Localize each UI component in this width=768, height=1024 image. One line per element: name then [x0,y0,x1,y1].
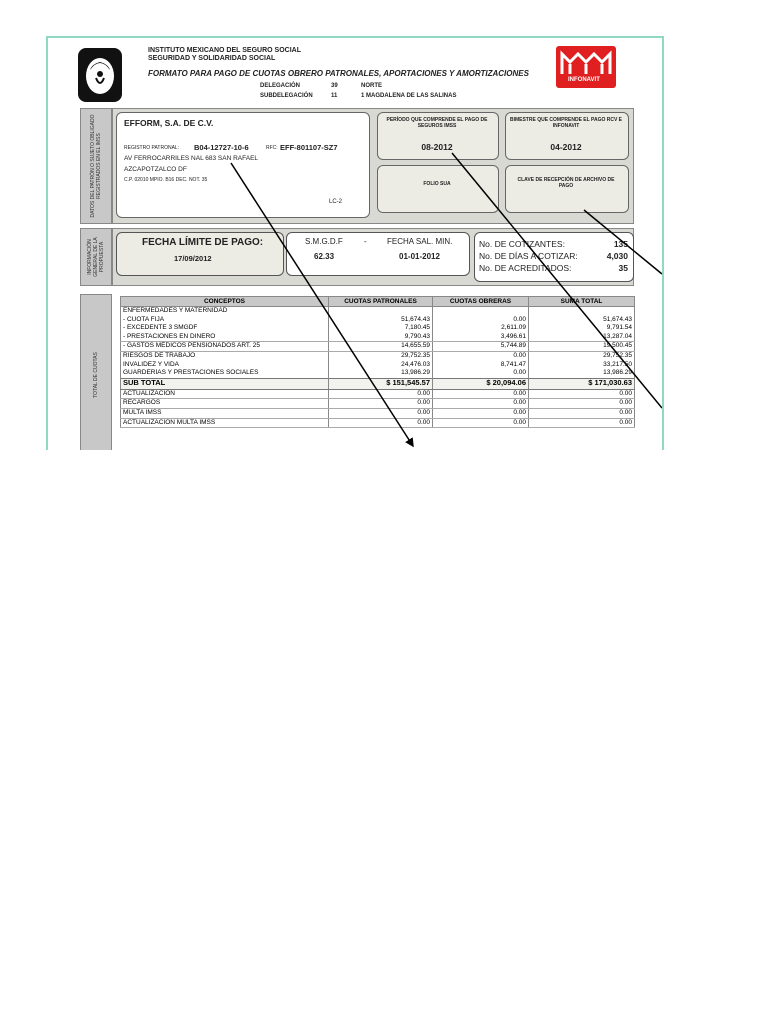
amount-cell: 51,674.43 [529,316,635,325]
amount-cell: 0.00 [433,408,529,418]
periodo-label: PERÍODO QUE COMPRENDE EL PAGO DE SEGUROS IMSS [386,117,488,129]
header-line2: SEGURIDAD Y SOLIDARIDAD SOCIAL [148,55,276,62]
acreditados-label: No. DE ACREDITADOS: [479,263,572,273]
amount-cell: 19,500.45 [529,342,635,352]
rfc-value: EFF-801107-SZ7 [280,143,338,152]
amount-cell: 0.00 [433,369,529,378]
amount-cell: 0.00 [329,418,433,428]
amount-cell: 0.00 [433,399,529,409]
form-title: FORMATO PARA PAGO DE CUOTAS OBRERO PATRONALES, APORTACIONES Y AMORTIZACIONES [148,69,529,78]
amount-cell: 9,790.43 [329,333,433,342]
amount-cell: 0.00 [529,399,635,409]
smgdf-label: S.M.G.D.F [305,237,343,246]
amount-cell: 0.00 [433,316,529,325]
column-header: CONCEPTOS [121,297,329,307]
amount-cell: 33,217.50 [529,361,635,370]
concept-cell: GUARDERÍAS Y PRESTACIONES SOCIALES [121,369,329,378]
concept-cell: - EXCEDENTE 3 SMGDF [121,324,329,333]
table-side-label: TOTAL DE CUOTAS [93,352,99,398]
infonavit-label: INFONAVIT [568,77,600,83]
rfc-label: RFC: [266,145,278,151]
delegacion-num: 39 [331,83,338,89]
column-header: CUOTAS PATRONALES [329,297,433,307]
smgdf-dash: - [364,237,367,246]
registro-label: REGISTRO PATRONAL: [124,145,180,151]
address-line2: AZCAPOTZALCO DF [124,166,187,173]
patron-code: LC-2 [329,199,343,205]
amount-cell: 29,752.35 [529,351,635,360]
acreditados-value: 35 [618,263,628,273]
arrow-registro-to-table [231,163,413,446]
subdelegacion-name: 1 MAGDALENA DE LAS SALINAS [361,93,457,99]
amount-cell: 0.00 [329,408,433,418]
amount-cell: 29,752.35 [329,351,433,360]
registro-value: B04-12727-10-6 [194,143,249,152]
amount-cell: 13,986.29 [529,369,635,378]
amount-cell: 0.00 [433,351,529,360]
dias-label: No. DE DÍAS A COTIZAR: [479,251,578,261]
delegacion-label: DELEGACIÓN [260,83,301,89]
amount-cell: 0.00 [529,408,635,418]
concept-cell: - CUOTA FIJA [121,316,329,325]
payment-form-image [46,36,664,450]
amount-cell: 51,674.43 [329,316,433,325]
concept-cell: RECARGOS [121,399,329,409]
smgdf-value: 62.33 [314,252,335,261]
arrow-periodo [452,153,662,408]
fecha-limite-value: 17/09/2012 [174,254,212,263]
subdelegacion-label: SUBDELEGACIÓN [260,93,313,99]
periodo-value: 08-2012 [421,142,453,152]
column-header: CUOTAS OBRERAS [433,297,529,307]
delegacion-name: NORTE [361,83,382,89]
amount-cell: 9,791.54 [529,324,635,333]
amount-cell: 0.00 [433,389,529,399]
amount-cell: 0.00 [529,418,635,428]
subdelegacion-num: 11 [331,93,338,99]
amount-cell: $ 151,545.57 [329,378,433,389]
fecha-sal-label: FECHA SAL. MIN. [387,237,453,246]
company-name: EFFORM, S.A. DE C.V. [124,118,214,128]
dias-value: 4,030 [606,251,628,261]
column-header: SUMA TOTAL [529,297,635,307]
concept-cell: INVALIDEZ Y VIDA [121,361,329,370]
concept-cell: - GASTOS MÉDICOS PENSIONADOS ART. 25 [121,342,329,352]
address-line3: C.P. 02010 MPIO. B16 DEC. NOT. 35 [124,177,208,183]
concept-cell: SUB TOTAL [121,378,329,389]
arrow-clave [584,210,662,274]
concept-cell: ACTUALIZACIÓN [121,389,329,399]
concept-cell: MULTA IMSS [121,408,329,418]
amount-cell: $ 20,094.06 [433,378,529,389]
amount-cell: 8,741.47 [433,361,529,370]
concept-cell: ACTUALIZACIÓN MULTA IMSS [121,418,329,428]
concept-cell: ENFERMEDADES Y MATERNIDAD [121,307,329,316]
amount-cell: 0.00 [529,389,635,399]
header-line1: INSTITUTO MEXICANO DEL SEGURO SOCIAL [148,47,301,54]
amount-cell: 7,180.45 [329,324,433,333]
patron-side-label: DATOS DEL PATRÓN O SUJETO OBLIGADO REGISTRADOS EN EL IMSS [90,114,102,218]
fecha-sal-value: 01-01-2012 [399,252,440,261]
info-side-label: INFORMACIÓN GENERAL DE LA PROPUESTA [87,237,105,277]
annotation-arrows [48,38,662,450]
folio-label: FOLIO SUA [423,181,451,187]
amount-cell: 13,986.29 [329,369,433,378]
clave-label: CLAVE DE RECEPCIÓN DE ARCHIVO DE PAGO [517,177,615,189]
amount-cell: 24,476.03 [329,361,433,370]
cotizantes-value: 135 [613,239,628,249]
amount-cell: 13,287.04 [529,333,635,342]
concept-cell: RIESGOS DE TRABAJO [121,351,329,360]
amount-cell: 5,744.89 [433,342,529,352]
amount-cell: $ 171,030.63 [529,378,635,389]
amount-cell: 0.00 [329,389,433,399]
amount-cell: 3,496.61 [433,333,529,342]
amount-cell: 0.00 [329,399,433,409]
amount-cell: 2,611.09 [433,324,529,333]
amount-cell: 0.00 [433,418,529,428]
address-line1: AV FERROCARRILES NAL 683 SAN RAFAEL [124,155,259,162]
bimestre-value: 04-2012 [550,142,582,152]
fecha-limite-label: FECHA LÍMITE DE PAGO: [142,237,264,248]
amount-cell: 14,655.59 [329,342,433,352]
bimestre-label: BIMESTRE QUE COMPRENDE EL PAGO RCV E INFONAVIT [509,117,623,129]
cotizantes-label: No. DE COTIZANTES: [479,239,565,249]
concept-cell: - PRESTACIONES EN DINERO [121,333,329,342]
